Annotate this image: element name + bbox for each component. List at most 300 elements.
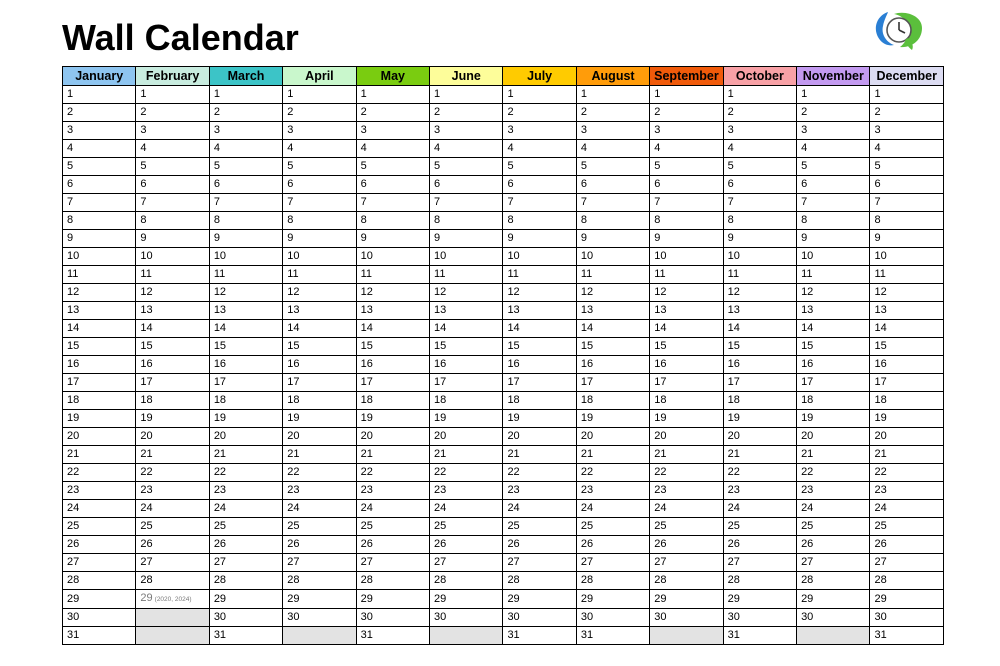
- day-cell: 25: [283, 518, 356, 536]
- day-cell: 3: [356, 122, 429, 140]
- day-cell: 17: [430, 374, 503, 392]
- day-cell: 9: [650, 230, 723, 248]
- day-cell: 1: [283, 86, 356, 104]
- day-cell: 16: [650, 356, 723, 374]
- day-cell: 2: [797, 104, 870, 122]
- day-cell: 2: [283, 104, 356, 122]
- day-cell: 6: [576, 176, 649, 194]
- day-cell: 20: [723, 428, 796, 446]
- day-cell: 17: [650, 374, 723, 392]
- day-cell: 15: [430, 338, 503, 356]
- day-cell: 27: [356, 554, 429, 572]
- empty-day-cell: [136, 609, 209, 627]
- day-cell: 27: [503, 554, 576, 572]
- day-cell: 2: [503, 104, 576, 122]
- day-row: [63, 572, 944, 590]
- day-cell: 18: [430, 392, 503, 410]
- day-cell: 27: [576, 554, 649, 572]
- day-cell: 6: [283, 176, 356, 194]
- day-cell: 30: [283, 609, 356, 627]
- day-cell: 26: [63, 536, 136, 554]
- day-cell: 16: [576, 356, 649, 374]
- day-cell: 6: [136, 176, 209, 194]
- day-cell: 18: [503, 392, 576, 410]
- day-cell: 1: [797, 86, 870, 104]
- day-cell: 21: [650, 446, 723, 464]
- day-cell: 18: [283, 392, 356, 410]
- day-row: [63, 518, 944, 536]
- day-cell: 24: [650, 500, 723, 518]
- day-cell: 10: [870, 248, 944, 266]
- day-cell: 1: [723, 86, 796, 104]
- day-cell: 13: [797, 302, 870, 320]
- day-cell: 1: [63, 86, 136, 104]
- day-cell: 27: [723, 554, 796, 572]
- day-cell: 1: [209, 86, 282, 104]
- day-cell: 27: [136, 554, 209, 572]
- day-cell: 24: [136, 500, 209, 518]
- day-row: [63, 320, 944, 338]
- day-row: [63, 122, 944, 140]
- month-header-june: June: [430, 67, 503, 86]
- day-cell: 30: [797, 609, 870, 627]
- day-cell: 21: [209, 446, 282, 464]
- day-cell: 6: [503, 176, 576, 194]
- day-cell: 29: [723, 590, 796, 609]
- day-cell: 9: [136, 230, 209, 248]
- day-cell: 21: [136, 446, 209, 464]
- day-cell: 15: [209, 338, 282, 356]
- day-cell: 19: [283, 410, 356, 428]
- day-cell: 7: [650, 194, 723, 212]
- day-cell: 30: [576, 609, 649, 627]
- day-cell: 7: [576, 194, 649, 212]
- day-row: [63, 194, 944, 212]
- day-cell: 21: [503, 446, 576, 464]
- day-cell: 28: [870, 572, 944, 590]
- day-row: [63, 627, 944, 645]
- day-cell: 3: [576, 122, 649, 140]
- day-cell: 16: [356, 356, 429, 374]
- day-cell: 22: [63, 464, 136, 482]
- day-cell: 28: [503, 572, 576, 590]
- day-cell: 1: [430, 86, 503, 104]
- day-cell: 20: [870, 428, 944, 446]
- day-cell: 22: [136, 464, 209, 482]
- day-cell: 20: [63, 428, 136, 446]
- day-cell: 15: [723, 338, 796, 356]
- day-cell: 11: [797, 266, 870, 284]
- day-cell: 2: [209, 104, 282, 122]
- day-cell: 20: [209, 428, 282, 446]
- day-cell: 27: [430, 554, 503, 572]
- month-header-january: January: [63, 67, 136, 86]
- day-cell: 25: [63, 518, 136, 536]
- day-cell: 5: [576, 158, 649, 176]
- day-cell: 27: [650, 554, 723, 572]
- month-header-may: May: [356, 67, 429, 86]
- day-cell: 26: [723, 536, 796, 554]
- day-cell: 16: [503, 356, 576, 374]
- day-cell: 24: [283, 500, 356, 518]
- day-cell: 19: [356, 410, 429, 428]
- day-row: [63, 248, 944, 266]
- day-cell: 25: [870, 518, 944, 536]
- day-cell: 2: [723, 104, 796, 122]
- day-cell: 7: [209, 194, 282, 212]
- day-cell: 18: [723, 392, 796, 410]
- day-cell: 13: [209, 302, 282, 320]
- day-cell: 15: [356, 338, 429, 356]
- day-cell: 9: [356, 230, 429, 248]
- day-cell: 17: [503, 374, 576, 392]
- day-row: [63, 176, 944, 194]
- day-cell: 4: [503, 140, 576, 158]
- day-cell: 16: [209, 356, 282, 374]
- day-cell: 1: [503, 86, 576, 104]
- day-cell: 23: [797, 482, 870, 500]
- day-cell: 13: [136, 302, 209, 320]
- day-cell: 8: [503, 212, 576, 230]
- day-cell: 19: [503, 410, 576, 428]
- day-cell: 11: [723, 266, 796, 284]
- day-cell: 8: [797, 212, 870, 230]
- day-cell: 7: [63, 194, 136, 212]
- day-cell: 5: [503, 158, 576, 176]
- day-cell: 29 (2020, 2024): [136, 590, 209, 609]
- day-cell: 10: [576, 248, 649, 266]
- day-cell: 11: [356, 266, 429, 284]
- day-cell: 7: [797, 194, 870, 212]
- day-cell: 16: [136, 356, 209, 374]
- day-row: [63, 140, 944, 158]
- day-cell: 17: [209, 374, 282, 392]
- day-row: [63, 158, 944, 176]
- day-cell: 21: [356, 446, 429, 464]
- day-cell: 7: [356, 194, 429, 212]
- day-cell: 4: [136, 140, 209, 158]
- day-cell: 9: [430, 230, 503, 248]
- day-cell: 27: [283, 554, 356, 572]
- day-cell: 15: [870, 338, 944, 356]
- day-cell: 24: [503, 500, 576, 518]
- day-cell: 11: [136, 266, 209, 284]
- day-cell: 3: [283, 122, 356, 140]
- day-cell: 8: [723, 212, 796, 230]
- day-cell: 17: [576, 374, 649, 392]
- day-row: [63, 104, 944, 122]
- day-cell: 10: [723, 248, 796, 266]
- day-cell: 22: [503, 464, 576, 482]
- day-cell: 24: [356, 500, 429, 518]
- day-cell: 19: [723, 410, 796, 428]
- day-cell: 13: [650, 302, 723, 320]
- day-cell: 8: [576, 212, 649, 230]
- day-cell: 2: [576, 104, 649, 122]
- day-row: [63, 554, 944, 572]
- day-cell: 17: [63, 374, 136, 392]
- day-cell: 15: [576, 338, 649, 356]
- day-row: [63, 428, 944, 446]
- day-cell: 18: [356, 392, 429, 410]
- day-cell: 14: [503, 320, 576, 338]
- day-cell: 9: [723, 230, 796, 248]
- day-cell: 20: [356, 428, 429, 446]
- day-cell: 29: [209, 590, 282, 609]
- month-header-july: July: [503, 67, 576, 86]
- day-cell: 15: [797, 338, 870, 356]
- day-cell: 27: [63, 554, 136, 572]
- day-cell: 10: [650, 248, 723, 266]
- day-cell: 26: [797, 536, 870, 554]
- day-cell: 22: [576, 464, 649, 482]
- day-cell: 17: [723, 374, 796, 392]
- empty-day-cell: [797, 627, 870, 645]
- day-cell: 25: [430, 518, 503, 536]
- day-cell: 3: [650, 122, 723, 140]
- day-cell: 5: [870, 158, 944, 176]
- day-cell: 5: [430, 158, 503, 176]
- day-cell: 23: [503, 482, 576, 500]
- day-cell: 13: [723, 302, 796, 320]
- day-cell: 6: [356, 176, 429, 194]
- day-cell: 30: [650, 609, 723, 627]
- day-cell: 26: [356, 536, 429, 554]
- day-cell: 8: [650, 212, 723, 230]
- day-cell: 14: [283, 320, 356, 338]
- day-cell: 26: [870, 536, 944, 554]
- day-cell: 29: [797, 590, 870, 609]
- month-header-december: December: [870, 67, 944, 86]
- day-cell: 26: [136, 536, 209, 554]
- day-cell: 14: [63, 320, 136, 338]
- day-cell: 7: [136, 194, 209, 212]
- day-cell: 5: [136, 158, 209, 176]
- day-cell: 18: [870, 392, 944, 410]
- day-cell: 12: [283, 284, 356, 302]
- day-cell: 12: [576, 284, 649, 302]
- day-cell: 20: [576, 428, 649, 446]
- day-cell: 25: [503, 518, 576, 536]
- day-cell: 16: [723, 356, 796, 374]
- day-cell: 15: [503, 338, 576, 356]
- day-cell: 8: [209, 212, 282, 230]
- day-row: [63, 590, 944, 609]
- day-cell: 12: [797, 284, 870, 302]
- day-cell: 22: [870, 464, 944, 482]
- day-cell: 26: [283, 536, 356, 554]
- day-cell: 27: [870, 554, 944, 572]
- day-cell: 13: [576, 302, 649, 320]
- day-cell: 4: [283, 140, 356, 158]
- day-cell: 7: [723, 194, 796, 212]
- day-cell: 11: [576, 266, 649, 284]
- day-cell: 20: [797, 428, 870, 446]
- day-row: [63, 464, 944, 482]
- day-cell: 19: [430, 410, 503, 428]
- day-cell: 30: [503, 609, 576, 627]
- day-cell: 7: [430, 194, 503, 212]
- day-row: [63, 536, 944, 554]
- day-cell: 12: [650, 284, 723, 302]
- month-header-april: April: [283, 67, 356, 86]
- day-cell: 20: [136, 428, 209, 446]
- day-cell: 24: [797, 500, 870, 518]
- day-cell: 10: [63, 248, 136, 266]
- day-cell: 9: [503, 230, 576, 248]
- day-cell: 28: [63, 572, 136, 590]
- day-cell: 12: [870, 284, 944, 302]
- day-cell: 15: [283, 338, 356, 356]
- day-cell: 8: [63, 212, 136, 230]
- day-cell: 11: [870, 266, 944, 284]
- day-cell: 9: [870, 230, 944, 248]
- day-cell: 15: [650, 338, 723, 356]
- day-cell: 28: [356, 572, 429, 590]
- day-cell: 8: [283, 212, 356, 230]
- day-cell: 1: [650, 86, 723, 104]
- day-cell: 19: [797, 410, 870, 428]
- day-cell: 13: [503, 302, 576, 320]
- month-header-february: February: [136, 67, 209, 86]
- day-cell: 23: [209, 482, 282, 500]
- day-cell: 5: [283, 158, 356, 176]
- day-cell: 23: [576, 482, 649, 500]
- day-cell: 8: [356, 212, 429, 230]
- day-cell: 3: [63, 122, 136, 140]
- month-header-november: November: [797, 67, 870, 86]
- day-cell: 22: [650, 464, 723, 482]
- day-cell: 2: [430, 104, 503, 122]
- day-cell: 17: [356, 374, 429, 392]
- day-cell: 11: [430, 266, 503, 284]
- day-cell: 28: [723, 572, 796, 590]
- day-cell: 3: [136, 122, 209, 140]
- day-cell: 6: [209, 176, 282, 194]
- day-cell: 11: [209, 266, 282, 284]
- day-cell: 24: [576, 500, 649, 518]
- day-cell: 4: [797, 140, 870, 158]
- day-cell: 4: [723, 140, 796, 158]
- day-cell: 5: [356, 158, 429, 176]
- day-cell: 3: [797, 122, 870, 140]
- day-cell: 2: [356, 104, 429, 122]
- day-row: [63, 302, 944, 320]
- day-cell: 1: [136, 86, 209, 104]
- day-cell: 10: [209, 248, 282, 266]
- day-cell: 22: [209, 464, 282, 482]
- day-cell: 14: [650, 320, 723, 338]
- day-cell: 31: [356, 627, 429, 645]
- day-cell: 25: [136, 518, 209, 536]
- day-cell: 29: [283, 590, 356, 609]
- day-cell: 29: [650, 590, 723, 609]
- day-cell: 29: [503, 590, 576, 609]
- day-cell: 16: [283, 356, 356, 374]
- day-cell: 23: [430, 482, 503, 500]
- day-cell: 29: [430, 590, 503, 609]
- day-cell: 6: [723, 176, 796, 194]
- day-cell: 25: [797, 518, 870, 536]
- day-cell: 11: [63, 266, 136, 284]
- day-cell: 23: [136, 482, 209, 500]
- day-cell: 12: [503, 284, 576, 302]
- day-cell: 24: [723, 500, 796, 518]
- day-cell: 22: [283, 464, 356, 482]
- day-cell: 25: [723, 518, 796, 536]
- day-cell: 31: [870, 627, 944, 645]
- day-cell: 4: [576, 140, 649, 158]
- day-cell: 21: [723, 446, 796, 464]
- day-cell: 26: [576, 536, 649, 554]
- day-cell: 5: [650, 158, 723, 176]
- day-row: [63, 266, 944, 284]
- day-cell: 2: [870, 104, 944, 122]
- day-cell: 12: [63, 284, 136, 302]
- day-cell: 14: [576, 320, 649, 338]
- day-cell: 4: [650, 140, 723, 158]
- day-cell: 19: [870, 410, 944, 428]
- day-cell: 6: [430, 176, 503, 194]
- day-cell: 8: [136, 212, 209, 230]
- day-cell: 7: [283, 194, 356, 212]
- day-cell: 30: [430, 609, 503, 627]
- day-row: [63, 410, 944, 428]
- day-cell: 10: [136, 248, 209, 266]
- day-cell: 24: [430, 500, 503, 518]
- day-cell: 10: [356, 248, 429, 266]
- day-cell: 18: [650, 392, 723, 410]
- day-cell: 8: [870, 212, 944, 230]
- day-cell: 19: [650, 410, 723, 428]
- day-cell: 18: [63, 392, 136, 410]
- day-cell: 4: [430, 140, 503, 158]
- day-cell: 17: [283, 374, 356, 392]
- day-cell: 29: [576, 590, 649, 609]
- day-cell: 13: [870, 302, 944, 320]
- day-cell: 30: [356, 609, 429, 627]
- day-cell: 6: [63, 176, 136, 194]
- day-cell: 10: [430, 248, 503, 266]
- day-cell: 22: [723, 464, 796, 482]
- day-cell: 27: [797, 554, 870, 572]
- day-cell: 25: [209, 518, 282, 536]
- day-cell: 16: [430, 356, 503, 374]
- day-cell: 15: [136, 338, 209, 356]
- day-cell: 4: [356, 140, 429, 158]
- day-cell: 12: [430, 284, 503, 302]
- day-cell: 14: [430, 320, 503, 338]
- empty-day-cell: [430, 627, 503, 645]
- day-cell: 5: [63, 158, 136, 176]
- day-cell: 25: [356, 518, 429, 536]
- day-cell: 4: [63, 140, 136, 158]
- day-cell: 9: [576, 230, 649, 248]
- day-row: [63, 356, 944, 374]
- day-cell: 29: [356, 590, 429, 609]
- day-cell: 16: [797, 356, 870, 374]
- day-cell: 21: [797, 446, 870, 464]
- day-cell: 10: [283, 248, 356, 266]
- calendar-body: [63, 86, 944, 645]
- day-cell: 5: [723, 158, 796, 176]
- day-cell: 23: [356, 482, 429, 500]
- day-cell: 14: [797, 320, 870, 338]
- day-cell: 31: [209, 627, 282, 645]
- day-cell: 21: [576, 446, 649, 464]
- day-cell: 28: [283, 572, 356, 590]
- day-cell: 3: [209, 122, 282, 140]
